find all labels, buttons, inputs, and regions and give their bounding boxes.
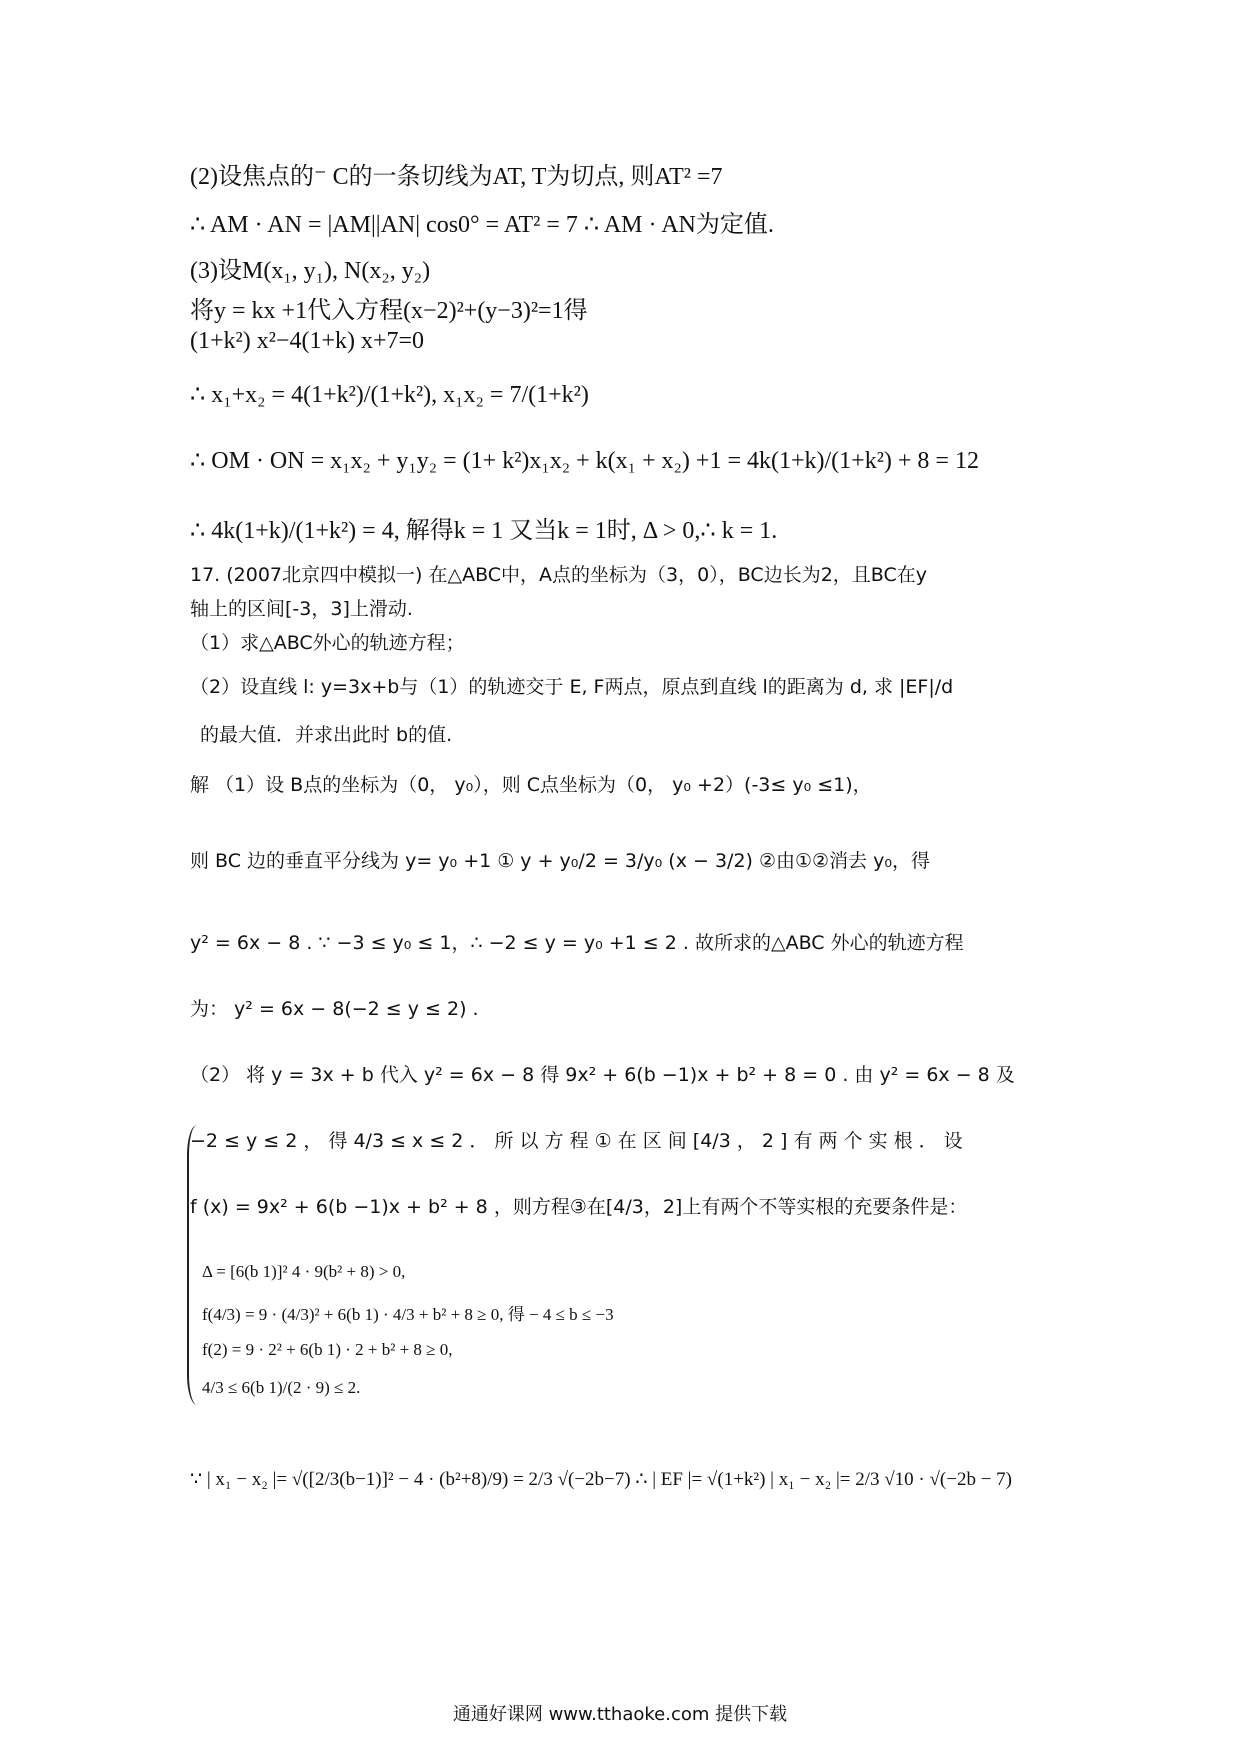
line-13: 的最大值．并求出此时 b的值. — [200, 724, 453, 746]
line-18: （2） 将 y = 3x + b 代入 y² = 6x − 8 得 9x² + 6(b −1)x + b² + 8 = 0 . 由 y² = 6x − 8 及 — [190, 1064, 1015, 1086]
line-15: 则 BC 边的垂直平分线为 y= y₀ +1 ① y + y₀/2 = 3/y₀ (x − 3/2) ②由①②消去 y₀，得 — [190, 850, 930, 872]
line-8: ∴ 4k(1+k)/(1+k²) = 4, 解得k = 1 又当k = 1时, Δ > 0,∴ k = 1. — [190, 518, 778, 544]
line-10: 轴上的区间[-3，3]上滑动. — [190, 598, 413, 620]
system-brace — [187, 1125, 199, 1405]
line-20: f (x) = 9x² + 6(b −1)x + b² + 8 ，则方程③在[4/3，2]上有两个不等实根的充要条件是： — [190, 1196, 968, 1218]
line-19: −2 ≤ y ≤ 2 ， 得 4/3 ≤ x ≤ 2 ． 所 以 方 程 ① 在 区 间 [4/3 ， 2 ] 有 两 个 实 根 ． 设 — [190, 1130, 963, 1152]
line-5: (1+k²) x²−4(1+k) x+7=0 — [190, 328, 425, 354]
line-7: ∴ OM · ON = x₁x₂ + y₁y₂ = (1+ k²)x₁x₂ + k(x₁ + x₂) +1 = 4k(1+k)/(1+k²) + 8 = 12 — [190, 448, 979, 474]
line-16: y² = 6x − 8 . ∵ −3 ≤ y₀ ≤ 1，∴ −2 ≤ y = y₀ +1 ≤ 2 . 故所求的△ABC 外心的轨迹方程 — [190, 932, 964, 954]
line-17: 为： y² = 6x − 8(−2 ≤ y ≤ 2) . — [190, 998, 479, 1020]
problem-17-heading: 17. (2007北京四中模拟一) 在△ABC中，A点的坐标为（3，0），BC边长为2，且BC在y — [190, 564, 927, 586]
system-line-4: 4/3 ≤ 6(b 1)/(2 · 9) ≤ 2. — [202, 1378, 361, 1397]
line-25: ∵ | x₁ − x₂ |= √([2/3(b−1)]² − 4 · (b²+8)/9) = 2/3 √(−2b−7) ∴ | EF |= √(1+k²) | x₁ − x₂ |= 2/3 √10 · √(−2b − 7) — [190, 1469, 1013, 1490]
line-11: （1）求△ABC外心的轨迹方程； — [190, 632, 465, 654]
system-line-2: f(4/3) = 9 · (4/3)² + 6(b 1) · 4/3 + b² + 8 ≥ 0, 得 − 4 ≤ b ≤ −3 — [202, 1305, 614, 1324]
system-line-3: f(2) = 9 · 2² + 6(b 1) · 2 + b² + 8 ≥ 0, — [202, 1340, 453, 1359]
solution-start: 解 （1）设 B点的坐标为（0， y₀），则 C点坐标为（0， y₀ +2）(-3≤ y₀ ≤1)， — [190, 774, 872, 796]
line-3: (3)设M(x₁, y₁), N(x₂, y₂) — [190, 258, 431, 284]
page-footer: 通通好课网 www.tthaoke.com 提供下载 — [452, 1704, 788, 1725]
line-6: ∴ x₁+x₂ = 4(1+k²)/(1+k²), x₁x₂ = 7/(1+k²) — [190, 382, 589, 408]
line-12: （2）设直线 l: y=3x+b与（1）的轨迹交于 E, F两点，原点到直线 l的距离为 d, 求 |EF|/d — [190, 676, 954, 698]
system-line-1: Δ = [6(b 1)]² 4 · 9(b² + 8) > 0, — [202, 1262, 406, 1281]
line-4: 将y = kx +1代入方程(x−2)²+(y−3)²=1得 — [190, 298, 588, 324]
line-2: ∴ AM · AN = |AM||AN| cos0° = AT² = 7 ∴ AM · AN为定值. — [190, 212, 774, 238]
line-1: (2)设焦点的⁻ C的一条切线为AT, T为切点, 则AT² =7 — [190, 164, 723, 190]
